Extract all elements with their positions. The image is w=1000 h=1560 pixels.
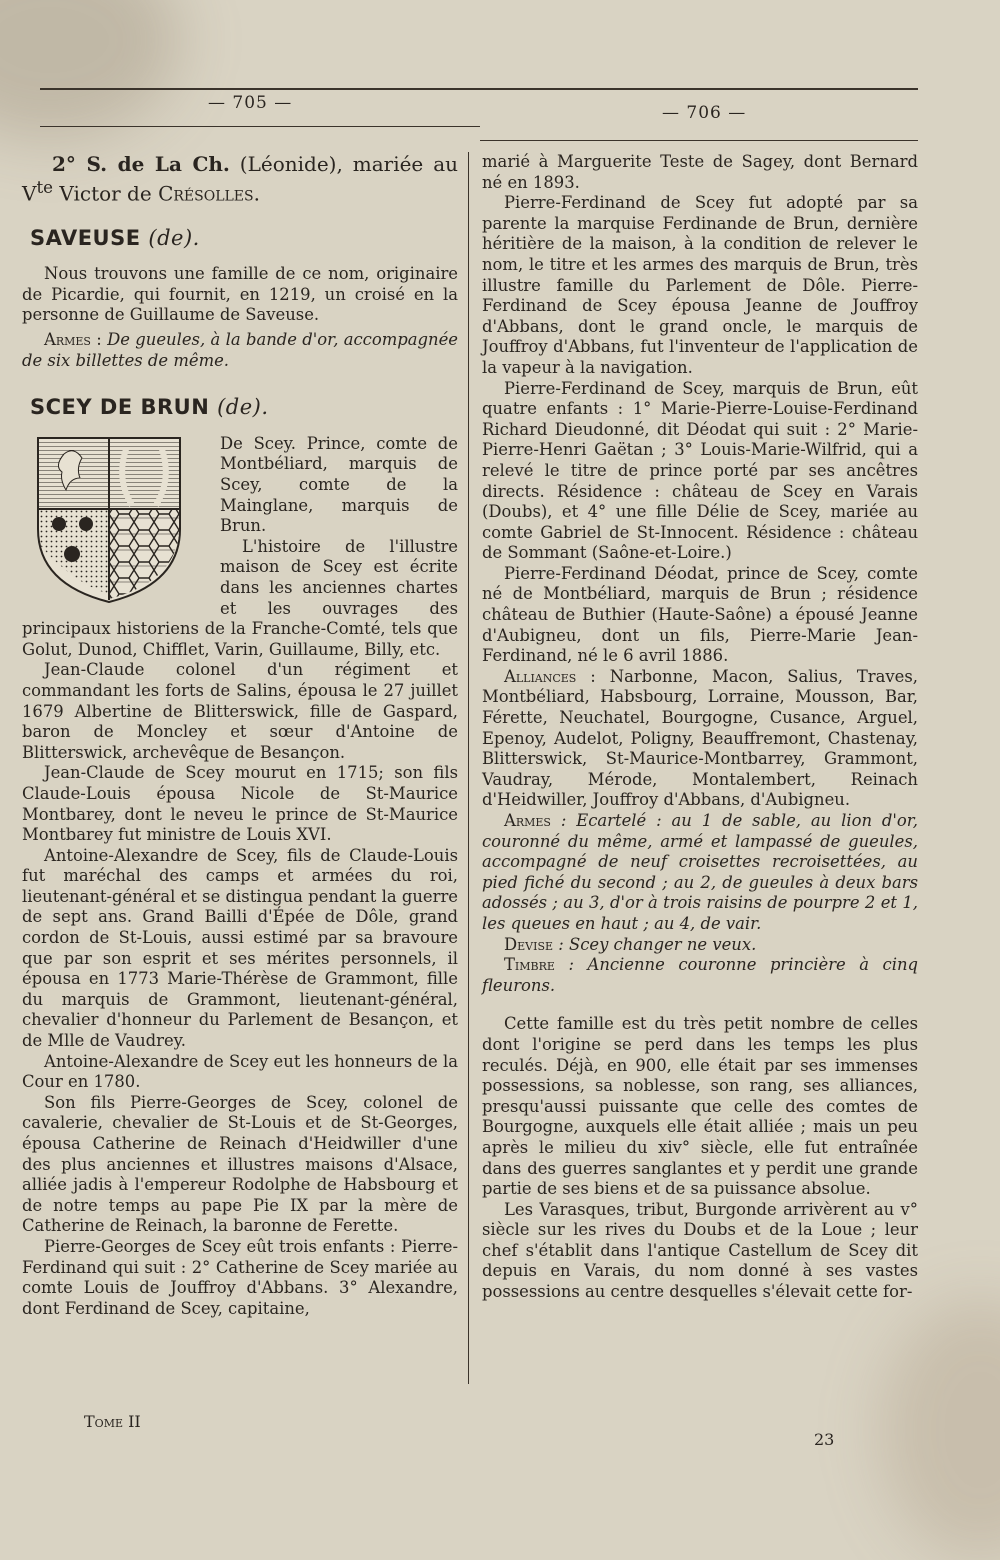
paper-stain <box>880 1300 1000 1560</box>
right-arms: Armes : Ecartelé : au 1 de sable, au lion d'or, couronné du même, armé et lampassé de gueules, accompagné de neuf croisettes recroisettées, au pied fiché du second ; au 2, de gueules à deux bars adossés ; au 3, d'or à trois raisins de pourpre 2 et 1, les queues en haut ; au 4, de vair. <box>482 811 918 933</box>
scey-paragraph: Jean-Claude colonel d'un régiment et commandant les forts de Salins, épousa le 27 juillet 1679 Albertine de Blitterswick, fille de Gaspard, baron de Moncley et sœur d'Antoine de Blitterswick, archevêque de Besançon. <box>22 660 458 762</box>
left-column <box>22 152 458 1319</box>
signature-mark: 23 <box>814 1430 835 1449</box>
scey-paragraph: Antoine-Alexandre de Scey, fils de Claude-Louis fut maréchal des camps et armées du roi, lieutenant-général et se distingua pendant la guerre de sept ans. Grand Bailli d'Épée de Dôle, grand cordon de St-Louis, aussi estimé par sa bravoure que par son esprit et ses mérites personnels, il épousa en 1773 Marie-Thérèse de Grammont, fille du marquis de Grammont, lieutenant-général, chevalier d'honneur du Parlement de Besançon, et de Mlle de Vaudrey. <box>22 845 458 1051</box>
heading-scey-de-brun: SCEY DE BRUN (de). <box>30 395 269 420</box>
scey-intro: De Scey. Prince, comte de Montbéliard, marquis de Scey, comte de la Mainglane, marquis de Brun. <box>220 433 458 536</box>
right-paragraph: Pierre-Ferdinand de Scey, marquis de Brun, eût quatre enfants : 1° Marie-Pierre-Louise-Ferdinand Richard Dieudonné, dit Déodat qui suit : 2° Marie-Pierre-Henri Gaëtan ; 3° Louis-Marie-Wilfrid, qui a relevé le titre de prince porté par ses ancêtres directs. Résidence : château de Scey en Varais (Doubs), et 4° une fille Délie de Scey, mariée au comte Gabriel de St-Innocent. Résidence : château de Sommant (Saône-et-Loire.) <box>482 378 918 563</box>
right-closing-paragraph: Cette famille est du très petit nombre de celles dont l'origine se perd dans les temps les plus reculés. Déjà, en 900, elle était par ses immenses possessions, sa noblesse, son rang, ses alliances, presqu'aussi puissante que celle des comtes de Bourgogne, auxquels elle était alliée ; mais un peu après le milieu du xiv° siècle, elle fut entraînée dans des guerres sanglantes et y perdit une grande partie de ses biens et de sa puissance absolue. <box>482 1014 918 1199</box>
heading-saveuse: SAVEUSE (de). <box>30 225 200 250</box>
entry-prefix: 2° S. de La Ch. <box>52 152 230 176</box>
header-rule-right <box>480 140 918 141</box>
column-divider <box>468 152 469 1384</box>
right-paragraph: marié à Marguerite Teste de Sagey, dont Bernard né en 1893. <box>482 152 918 192</box>
opening-entry: 2° S. de La Ch. (Léonide), mariée au $V^{te}$ Victor de Crésolles. <box>22 152 458 206</box>
devise: Devise : Scey changer ne veux. <box>504 934 757 954</box>
scey-history: L'histoire de l'illustre maison de Scey est écrite dans les anciennes chartes et les ouvrages des principaux historiens de la Franche-Comté, tels que Golut, Dunod, Chifflet, Varin, Guillaume, Billy, etc. <box>22 536 458 659</box>
header-rule-top <box>40 88 918 90</box>
right-column <box>482 152 918 1303</box>
right-page-number: — 706 — <box>662 103 747 123</box>
scey-paragraph: Antoine-Alexandre de Scey eut les honneurs de la Cour en 1780. <box>22 1051 458 1092</box>
heraldic-shield-icon <box>34 434 204 604</box>
right-closing-paragraph: Les Varasques, tribut, Burgonde arrivèrent au v° siècle sur les rives du Doubs et de la Loue ; leur chef s'établit dans l'antique Castellum de Scey dit depuis en Varais, du nom donné à ses vastes possessions au centre desquelles s'élevait cette for- <box>482 1199 918 1302</box>
timbre: Timbre : Ancienne couronne princière à cinq fleurons. <box>482 955 918 995</box>
entry-name: Crésolles <box>158 181 254 206</box>
left-page-number: — 705 — <box>208 93 293 113</box>
scey-paragraph: Jean-Claude de Scey mourut en 1715; son fils Claude-Louis épousa Nicole de St-Maurice Montbarey, dont le neveu le prince de St-Maurice Montbarey fut ministre de Louis XVI. <box>22 763 458 845</box>
volume-label: Tome II <box>84 1412 141 1431</box>
right-paragraph: Pierre-Ferdinand Déodat, prince de Scey, comte né de Montbéliard, marquis de Brun ; résidence château de Buthier (Haute-Saône) a épousé Jeanne d'Aubigneu, dont un fils, Pierre-Marie Jean-Ferdinand, né le 6 avril 1886. <box>482 563 918 666</box>
scey-paragraph: Pierre-Georges de Scey eût trois enfants : Pierre-Ferdinand qui suit : 2° Catherine de Scey mariée au comte Louis de Jouffroy d'Abbans. 3° Alexandre, dont Ferdinand de Scey, capitaine, <box>22 1236 458 1318</box>
saveuse-paragraph: Nous trouvons une famille de ce nom, originaire de Picardie, qui fournit, en 1219, un croisé en la personne de Guillaume de Saveuse. <box>22 264 458 325</box>
scey-paragraph: Son fils Pierre-Georges de Scey, colonel de cavalerie, chevalier de St-Louis et de St-Georges, épousa Catherine de Reinach d'Heidwiller d'une des plus anciennes et illustres maisons d'Alsace, alliée jadis à l'empereur Rodolphe de Habsbourg et de notre temps au pape Pie IX par la mère de Catherine de Reinach, la baronne de Ferette. <box>22 1092 458 1236</box>
right-paragraph: Pierre-Ferdinand de Scey fut adopté par sa parente la marquise Ferdinande de Brun, dernière héritière de la maison, à la condition de relever le nom, le titre et les armes des marquis de Brun, très illustre famille du Parlement de Dôle. Pierre-Ferdinand de Scey épousa Jeanne de Jouffroy d'Abbans, dont le grand oncle, le marquis de Jouffroy d'Abbans, fut l'inventeur de l'application de la vapeur à la navigation. <box>482 193 918 377</box>
header-rule-left <box>40 126 480 127</box>
alliances: Alliances : Narbonne, Macon, Salius, Traves, Montbéliard, Habsbourg, Lorraine, Mousson, Bar, Férette, Neuchatel, Bourgogne, Cusance, Arguel, Epenoy, Audelot, Poligny, Beauffremont, Chastenay, Blitterswick, St-Maurice-Montbarrey, Grammont, Vaudray, Mérode, Montalembert, Reinach d'Heidwiller, Jouffroy d'Abbans, d'Aubigneu. <box>482 666 918 810</box>
paper-stain <box>0 0 180 140</box>
saveuse-arms: Armes : De gueules, à la bande d'or, accompagnée de six billettes de même. <box>22 330 458 370</box>
